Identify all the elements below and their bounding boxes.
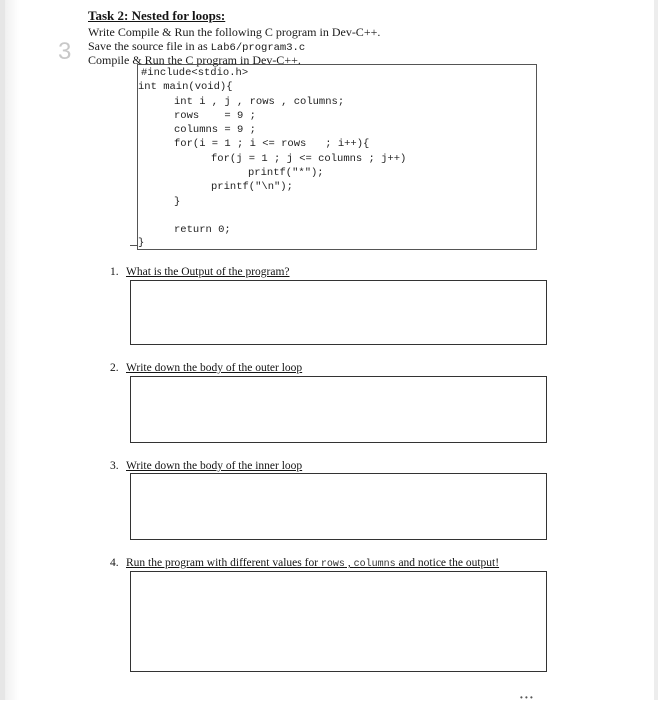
instruction-line-3: Compile & Run the C program in Dev-C++. [88,53,301,67]
question-4 [110,557,499,570]
code-line-include: #include<stdio.h> [141,67,249,79]
question-3-text: Write down the body of the inner loop [126,460,303,472]
answer-box-3[interactable] [130,473,547,540]
code-line-decl: int i , j , rows , columns; [174,96,345,108]
question-4-number: 4. [110,557,119,569]
code-line-close-main: } [138,237,145,249]
question-1-number: 1. [110,266,119,278]
instruction-line-2 [88,39,305,54]
source-file-path: Lab6/program3.c [210,42,306,54]
code-line-printf-newline: printf("\n"); [211,181,293,193]
ghost-page-number: 3 [58,38,74,65]
question-1-text: What is the Output of the program? [126,266,290,278]
code-line-columns: columns = 9 ; [174,124,256,136]
question-4-text [126,557,499,569]
task-title: Task 2: Nested for loops: [88,8,226,23]
code-line-close-for: } [174,196,181,208]
question-1 [110,266,290,278]
instruction-line-2-prefix: Save the source file in as [88,39,211,53]
code-line-inner-for: for(j = 1 ; j <= columns ; j++) [211,153,407,165]
question-4-text-after: and notice the output! [395,557,500,569]
question-4-separator: , [344,557,354,569]
footer-marks: • • • [520,693,533,702]
question-3 [110,460,302,472]
question-3-number: 3. [110,460,119,472]
question-4-text-before: Run the program with different values for [126,557,321,569]
code-line-main: int main(void){ [138,81,233,93]
code-line-return: return 0; [174,224,231,236]
question-4-var-rows: rows [320,559,345,570]
question-2-number: 2. [110,362,119,374]
question-4-var-columns: columns [353,559,396,570]
answer-box-1[interactable] [130,280,547,345]
page-right-edge [654,0,658,700]
answer-box-4[interactable] [130,571,547,672]
code-line-outer-for: for(i = 1 ; i <= rows ; i++){ [174,138,370,150]
code-box [137,64,537,250]
question-2-text: Write down the body of the outer loop [126,362,303,374]
question-2 [110,362,302,374]
instruction-line-1: Write Compile & Run the following C program in Dev-C++. [88,25,381,39]
page-shadow [5,0,19,700]
code-line-printf-star: printf("*"); [248,167,324,179]
answer-box-2[interactable] [130,376,547,443]
code-line-rows: rows = 9 ; [174,110,256,122]
